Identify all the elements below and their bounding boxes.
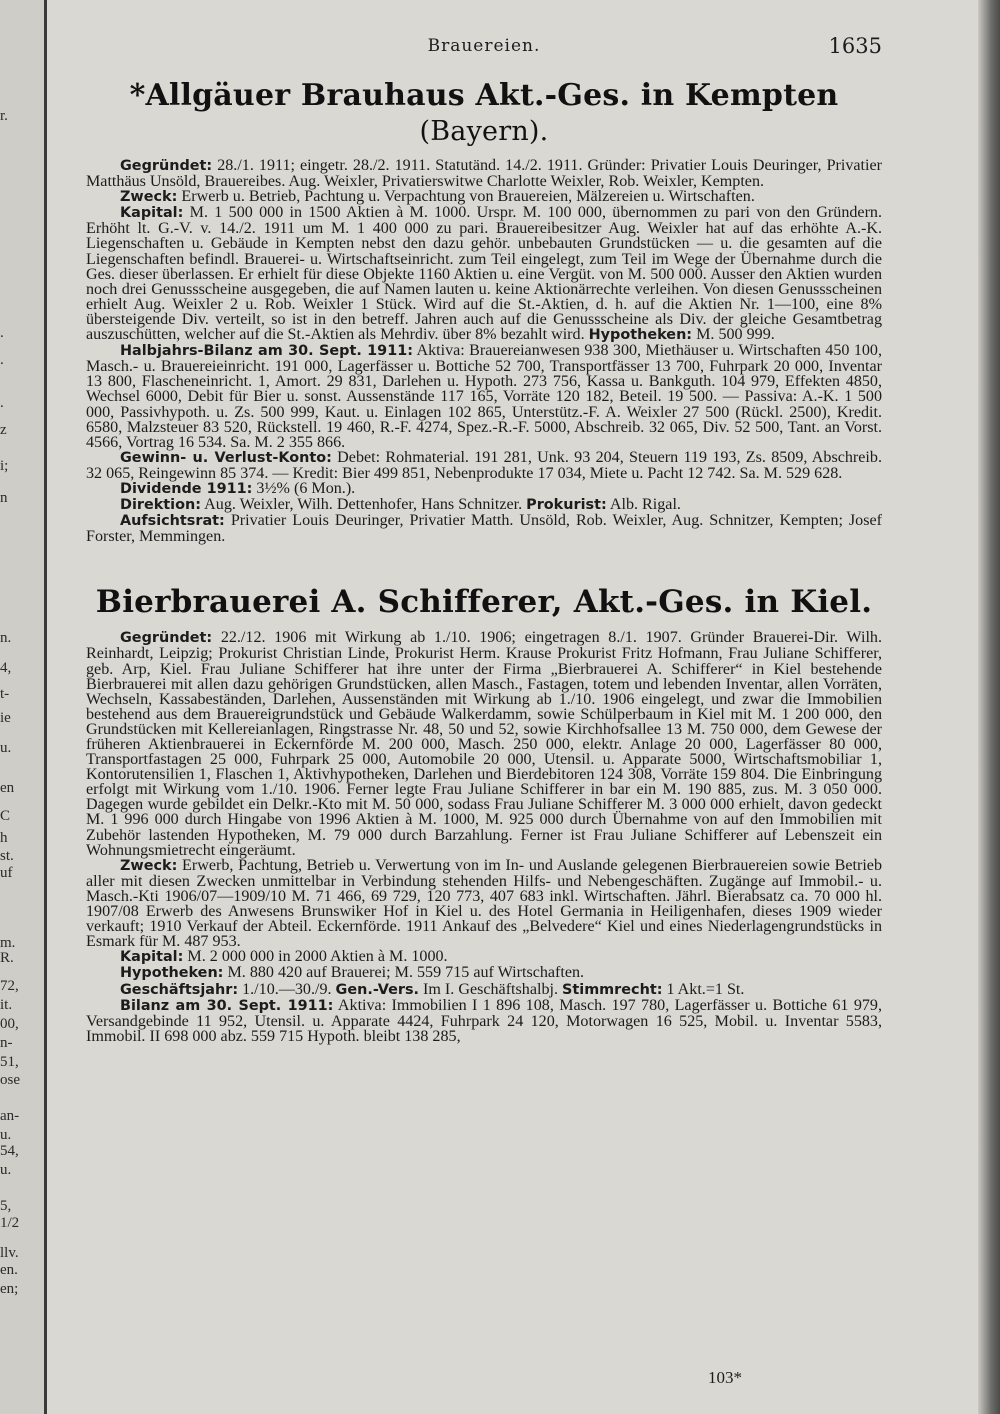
field-text: M. 2 000 000 in 2000 Aktien à M. 1000. xyxy=(183,948,448,966)
margin-fragment: 72, xyxy=(0,978,19,994)
company1-paragraph xyxy=(86,481,882,497)
previous-page-edge xyxy=(0,0,47,1414)
margin-fragment: llv. xyxy=(0,1245,19,1261)
company2-paragraph xyxy=(86,949,882,965)
margin-fragment: u. xyxy=(0,1162,12,1178)
field-text: Alb. Rigal. xyxy=(606,496,681,514)
field-label: Aufsichtsrat: xyxy=(120,513,225,530)
field-label: Halbjahrs-Bilanz am 30. Sept. 1911: xyxy=(120,343,413,360)
company1-title xyxy=(86,78,882,148)
field-text: M. 500 999. xyxy=(692,326,775,344)
margin-fragment: z xyxy=(0,422,7,438)
company1-paragraph xyxy=(86,205,882,343)
field-label: Kapital: xyxy=(120,949,184,966)
field-text: Erwerb u. Betrieb, Pachtung u. Verpachtung von Brauereien, Mälzereien u. Wirtschaften. xyxy=(177,188,755,206)
company2-paragraph xyxy=(86,858,882,950)
company2-paragraph xyxy=(86,965,882,981)
field-text: 1./10.—30./9. xyxy=(238,980,336,998)
margin-fragment: 4, xyxy=(0,660,12,676)
margin-fragment: an- xyxy=(0,1108,20,1124)
margin-fragment: uf xyxy=(0,865,13,881)
margin-fragment: 00, xyxy=(0,1016,19,1032)
running-title: Brauereien. xyxy=(427,36,541,56)
field-text: Privatier Louis Deuringer, Privatier Matth. Unsöld, Rob. Weixler, Aug. Schnitzer, Kempten; Josef Forster, Memmingen. xyxy=(86,512,882,546)
company1-paragraph xyxy=(86,189,882,205)
margin-fragment: . xyxy=(0,395,4,411)
margin-fragment: 1/2 xyxy=(0,1215,20,1231)
margin-fragment: n. xyxy=(0,630,12,646)
margin-fragment: en xyxy=(0,780,15,796)
field-text: Erwerb, Pachtung, Betrieb u. Verwertung von im In- und Auslande gelegenen Bierbrauereien sowie Betrieb aller mit diesen Zwecken unmittelbar in Verbindung stehenden Hilfs- und Nebengeschäften. Zugänge auf Immobil.- u. Masch.-Kti 1906/07—1909/10 M. 71 466, 69 729, 120 773, 407 683 inkl. Wirtschaften. Jährl. Bierabsatz ca. 70 000 hl. 1907/08 Erwerb des Anwesens Brunswiker Hof in Kiel u. des Hotel Germania in Heiligenhafen, dieses 1909 wieder verkauft; 1910 Verkauf der Abteil. Eckernförde. 1911 Ankauf des „Belvedere“ Kiel und eines Niederlagengrundstücks in Esmark für M. 487 953. xyxy=(86,856,882,951)
field-text: 22./12. 1906 mit Wirkung ab 1./10. 1906; eingetragen 8./1. 1907. Gründer Brauerei-Dir. Wilh. Reinhardt, Leipzig; Prokurist Christian Linde, Prokurist Herm. Krause Prokurist Fritz Hofmann, Frau Juliane Schifferer, geb. Arp, Kiel. Frau Juliane Schifferer hat ihre unter der Firma „Bierbrauerei A. Schifferer“ in Kiel bestehende Bierbrauerei mit allen dazu gehörigen Grundstücken, allen Masch., Fastagen, totem und lebenden Inventar, allen Vorräten, Wechseln, Kassabeständen, Darlehen, Aussenständen mit Wirkung ab 1./10. 1906 eingelegt, und zwar die Immobilien bestehend aus dem Brauereigrundstück und Gebäude Walkerdamm, sowie Schülperbaum in Kiel mit M. 1 200 000, den Grundstücken mit Kellereianlagen, Ringstrasse Nr. 48, 50 und 52, sowie Kirchhofsallee 13 M. 750 000, dem Gewese der früheren Aktienbrauerei in Eckernförde M. 200 000, Masch. 250 000, elektr. Anlage 20 000, Lagerfässer 80 000, Transportfastagen 25 000, Fuhrpark 25 000, Automobile 20 000, Utensil. u. Apparate 5000, Wirtschaftsmobiliar 1, Kontorutensilien 1, Flaschen 1, Aktivhypotheken, Darlehen und Bierdebitoren 124 308, Vorräte 159 804. Die Einbringung erfolgt mit Wirkung vom 1./10. 1906. Ferner legte Frau Juliane Schifferer in bar ein M. 190 885, zus. M. 3 050 000. Dagegen wurde gebildet ein Delkr.-Kto mit M. 50 000, sodass Frau Juliane Schifferer M. 3 000 000 erhielt, davon gedeckt M. 1 996 000 durch Hingabe von 1996 Aktien à M. 1000, M. 925 000 durch Übernahme von auf den Immobilien mit Zubehör lastenden Hypotheken, M. 79 000 durch Barzahlung. Ferner ist Frau Juliane Schifferer auf Lebenszeit ein Wohnungsmietrecht eingeräumt. xyxy=(86,629,882,859)
margin-fragment: . xyxy=(0,352,4,368)
company1-paragraph xyxy=(86,158,882,189)
field-label: Hypotheken: xyxy=(120,965,224,982)
company2-body xyxy=(86,630,882,1044)
binding-shadow xyxy=(978,0,1000,1414)
margin-fragment: n xyxy=(0,490,8,506)
margin-fragment: it. xyxy=(0,997,13,1013)
field-text: Aug. Weixler, Wilh. Dettenhofer, Hans Schnitzer. xyxy=(201,496,527,514)
company1-paragraph xyxy=(86,450,882,481)
field-label: Gen.-Vers. xyxy=(335,981,419,998)
field-text: Debet: Rohmaterial. 191 281, Unk. 93 204, Steuern 119 193, Zs. 8509, Abschreib. 32 065, Reingewinn 85 374. — Kredit: Bier 499 851, Nebenprodukte 17 034, Miete u. Pacht 12 742. Sa. M. 529 628. xyxy=(86,448,882,482)
company2-paragraph xyxy=(86,630,882,857)
field-label: Gegründet: xyxy=(120,630,213,647)
margin-fragment: en; xyxy=(0,1281,19,1297)
margin-fragment: u. xyxy=(0,740,12,756)
margin-fragment: u. xyxy=(0,1127,12,1143)
company2-paragraph xyxy=(86,982,882,998)
field-label: Kapital: xyxy=(120,205,184,222)
document-page xyxy=(86,24,882,1394)
field-label: Hypotheken: xyxy=(588,327,693,344)
margin-fragment: 54, xyxy=(0,1143,19,1159)
margin-fragment: i; xyxy=(0,458,9,474)
margin-fragment: R. xyxy=(0,950,14,966)
field-label: Gegründet: xyxy=(120,158,213,174)
company1-paragraph xyxy=(86,497,882,513)
company1-paragraph xyxy=(86,343,882,450)
field-label: Dividende 1911: xyxy=(120,480,253,497)
margin-fragment: ie xyxy=(0,710,11,726)
field-label: Gewinn- u. Verlust-Konto: xyxy=(120,449,332,466)
margin-fragment: C xyxy=(0,808,11,824)
company1-paragraph xyxy=(86,513,882,544)
field-text: 3½% (6 Mon.). xyxy=(252,479,356,497)
field-text: M. 880 420 auf Brauerei; M. 559 715 auf Wirtschaften. xyxy=(223,964,585,982)
page-number: 1635 xyxy=(828,34,882,58)
company2-title: Bierbrauerei A. Schifferer, Akt.-Ges. in Kiel. xyxy=(95,584,873,621)
company1-title-suffix: (Bayern). xyxy=(419,116,549,147)
field-label: Direktion: xyxy=(120,497,202,514)
page-header xyxy=(86,24,882,58)
field-text: 1 Akt.=1 St. xyxy=(662,980,745,998)
field-text: Im I. Geschäftshalbj. xyxy=(419,980,563,998)
margin-fragment: m. xyxy=(0,935,16,951)
field-text: Aktiva: Brauereianwesen 938 300, Miethäuser u. Wirtschaften 450 100, Masch.- u. Brauereieinricht. 191 000, Lagerfässer u. Bottiche 52 700, Transportfässer 13 700, Fuhrpark 20 000, Inventar 13 800, Flascheneinricht. 1, Amort. 29 831, Darlehen u. Hypoth. 273 756, Kassa u. Bankguth. 104 979, Effekten 4850, Wechsel 6000, Debit für Bier u. sonst. Aussenstände 117 165, Vorräte 120 182, Beteil. 19 500. — Passiva: A.-K. 1 500 000, Passivhypoth. u. Zs. 500 999, Kaut. u. Einlagen 102 865, Unterstütz.-F. A. Weixler 27 500 (Rückl. 2500), Kredit. 6580, Malzsteuer 83 520, Rückstell. 19 460, R.-F. 4274, Spez.-R.-F. 5000, Abschreib. 32 065, Div. 52 500, Tant. an Vorst. 4566, Vortrag 16 534. Sa. M. 2 355 866. xyxy=(86,342,882,451)
field-label: Stimmrecht: xyxy=(562,981,663,998)
margin-fragment: 51, xyxy=(0,1054,19,1070)
field-text: Aktiva: Immobilien I 1 896 108, Masch. 197 780, Lagerfässer u. Bottiche 61 979, Versandgebinde 11 952, Utensil. u. Apparate 4424, Fuhrpark 24 120, Motorwagen 16 525, Mobil. u. Inventar 5583, Immobil. II 698 000 abz. 559 715 Hypoth. bleibt 138 285, xyxy=(86,996,883,1045)
margin-fragment: 5, xyxy=(0,1198,12,1214)
field-label: Geschäftsjahr: xyxy=(120,981,239,998)
margin-fragment: h xyxy=(0,830,8,846)
company1-body xyxy=(86,158,882,544)
margin-fragment: . xyxy=(0,325,4,341)
field-text: 28./1. 1911; eingetr. 28./2. 1911. Statutänd. 14./2. 1911. Gründer: Privatier Louis Deuringer, Privatier Matthäus Unsöld, Brauereibes. Aug. Weixler, Privatierswitwe Charlotte Weixler, Rob. Weixler, Kempten. xyxy=(86,157,882,191)
field-text: M. 1 500 000 in 1500 Aktien à M. 1000. Urspr. M. 100 000, übernommen zu pari von den Gründern. Erhöht lt. G.-V. v. 14./2. 1911 um M. 1 400 000 zu pari. Brauereibesitzer Aug. Weixler hat auf das erhöhte A.-K. Liegenschaften u. Gebäude in Kempten nebst den dazu gehör. unbebauten Grundstücken — u. die gesamten auf die Liegenschaften befindl. Brauerei- u. Wirtschaftseinricht. zum Teil eingelegt, zum Teil im Wege der Übernahme durch die Ges. dieser überlassen. Er erhielt für diese Objekte 1160 Aktien u. eine Vergüt. von M. 500 000. Ausser den Aktien wurden noch drei Genussscheine ausgegeben, die auf Namen lauten u. keine Aktionärrechte verleihen. Von diesen Genussscheinen erhielt Aug. Weixler 2 u. Rob. Weixler 1 Stück. Wird auf die St.-Aktien, d. h. auf die Aktien Nr. 1—100, eine 8% übersteigende Div. verteilt, so ist in den betreff. Jahren auch auf die Genussscheine als Div. der gleiche Gesamtbetrag auszuschütten, welcher auf die St.-Aktien als Mehrdiv. über 8% bezahlt wird. xyxy=(86,204,882,344)
company1-title-main: *Allgäuer Brauhaus Akt.-Ges. in Kempten xyxy=(129,78,839,113)
margin-fragment: r. xyxy=(0,108,8,124)
margin-fragment: ose xyxy=(0,1072,20,1088)
field-label: Bilanz am 30. Sept. 1911: xyxy=(120,997,334,1014)
signature-mark: 103* xyxy=(708,1368,742,1387)
margin-fragment: n- xyxy=(0,1035,13,1051)
margin-fragment: en. xyxy=(0,1262,18,1278)
field-label: Zweck: xyxy=(120,189,178,206)
field-label: Prokurist: xyxy=(526,497,607,514)
margin-fragment: t- xyxy=(0,686,10,702)
margin-fragment: st. xyxy=(0,848,14,864)
field-label: Zweck: xyxy=(120,857,178,874)
company2-paragraph xyxy=(86,998,882,1044)
